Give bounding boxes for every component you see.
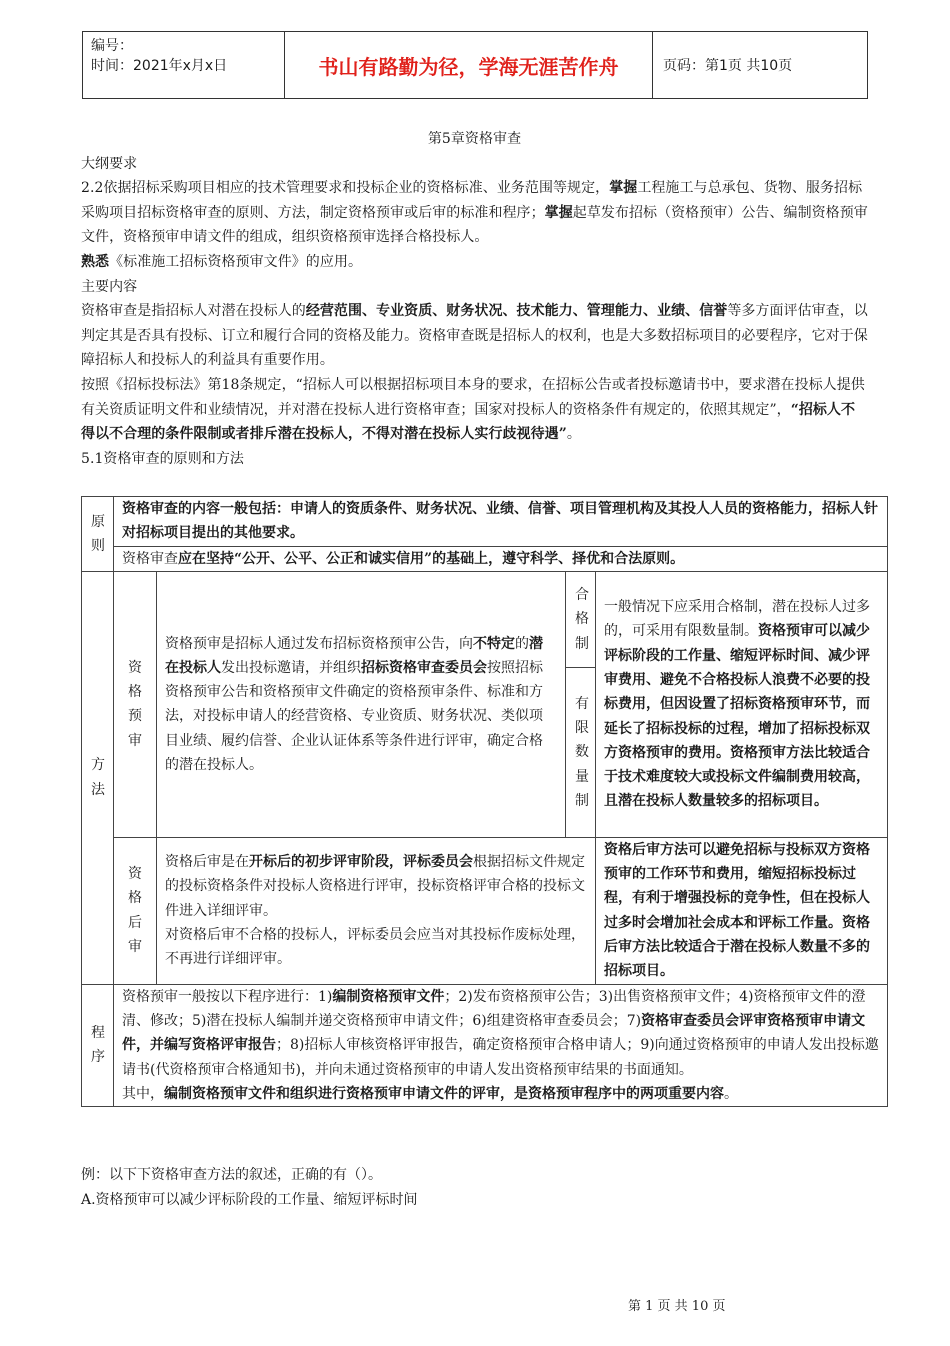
main-heading: 主要内容 <box>81 278 138 295</box>
main-paragraph-2: 按照《招标投标法》第18条规定，“招标人可以根据招标项目本身的要求，在招标公告或者投标邀请书中，要求潜在投标人提供有关资质证明文件和业绩情况，并对潜在投标人进行资格审查；国家对投标人的资格条件有规定的，依照其规定”，“招标人不得以不合理的条件限制或者排斥潜在投标人，不得对潜在投标人实行歧视待遇”。 <box>81 376 865 443</box>
table-row <box>82 837 888 984</box>
prequal-label: 资格预审 <box>114 571 157 837</box>
outline-heading: 大纲要求 <box>81 155 138 172</box>
principle-row-1: 资格审查的内容一般包括：申请人的资质条件、财务状况、业绩、信誉、项目管理机构及其投人人员的资格能力，招标人针对招标项目提出的其他要求。 <box>114 497 888 547</box>
prequal-notes: 一般情况下应采用合格制，潜在投标人过多的，可采用有限数量制。资格预审可以减少评标阶段的工作量、缩短评标时间、减少评审费用、避免不合格投标人浪费不必要的投标费用，但因设置了招标资格预审环节，而延长了招标投标的过程，增加了招标投标双方资格预审的费用。资格预审方法比较适合于技术难度较大或投标文件编制费用较高，且潜在投标人数量较多的招标项目。 <box>596 571 888 837</box>
postqual-notes: 资格后审方法可以避免招标与投标双方资格预审的工作环节和费用，缩短招标投标过程，有利于增强投标的竞争性，但在投标人过多时会增加社会成本和评标工作量。资格后审方法比较适合于潜在投标人数量不多的招标项目。 <box>596 837 888 984</box>
page-header <box>82 31 868 99</box>
header-motto: 书山有路勤为径，学海无涯苦作舟 <box>285 32 653 98</box>
method-label: 方法 <box>82 571 114 984</box>
code-label: 编号： <box>91 38 133 54</box>
chapter-title: 第5章资格审查 <box>427 131 522 147</box>
principle-label: 原则 <box>82 497 114 572</box>
example-section <box>81 1163 871 1212</box>
table-row <box>82 497 888 547</box>
main-paragraph-1: 资格审查是指招标人对潜在投标人的经营范围、专业资质、财务状况、技术能力、管理能力、业绩、信誉等多方面评估审查，以判定其是否具有投标、订立和履行合同的资格及能力。资格审查既是招标人的权利，也是大多数招标项目的必要程序，它对于保障招标人和投标人的利益具有重要作用。 <box>81 303 868 369</box>
outline-paragraph-2: 熟悉《标准施工招标资格预审文件》的应用。 <box>81 253 363 270</box>
page-footer: 第 1 页 共 10 页 <box>628 1299 726 1314</box>
prequal-description: 资格预审是招标人通过发布招标资格预审公告，向不特定的潜在投标人发出投标邀请，并组织招标资格审查委员会按照招标资格预审公告和资格预审文件确定的资格预审条件、标准和方法，对投标申请人的经营资格、专业资质、财务状况、类似项目业绩、履约信誉、企业认证体系等条件进行评审，确定合格的潜在投标人。 <box>157 571 566 837</box>
qualification-table <box>81 496 888 1107</box>
postqual-label: 资格后审 <box>114 837 157 984</box>
table-row <box>82 571 888 667</box>
outline-paragraph-1: 2.2依据招标采购项目相应的技术管理要求和投标企业的资格标准、业务范围等规定，掌握工程施工与总承包、货物、服务招标采购项目招标资格审查的原则、方法，制定资格预审或后审的标准和程序；掌握起草发布招标（资格预审）公告、编制资格预审文件，资格预审申请文件的组成，组织资格预审选择合格投标人。 <box>81 180 868 246</box>
table-row <box>82 546 888 571</box>
procedure-label: 程序 <box>82 984 114 1106</box>
limited-label: 有限数量制 <box>566 667 596 837</box>
example-option-a: A.资格预审可以减少评标阶段的工作量、缩短评标时间 <box>81 1191 418 1208</box>
postqual-description: 资格后审是在开标后的初步评审阶段，评标委员会根据招标文件规定的投标资格条件对投标人资格进行评审，投标资格评审合格的投标文件进入详细评审。 对资格后审不合格的投标人，评标委员会应当对其投标作废标处理，不再进行详细评审。 <box>157 837 596 984</box>
header-page-info: 页码：第1页 共10页 <box>663 58 793 74</box>
header-meta <box>83 32 285 98</box>
section-heading: 5.1资格审查的原则和方法 <box>81 450 244 467</box>
example-question: 例：以下下资格审查方法的叙述，正确的有（）。 <box>81 1167 382 1183</box>
time-label: 时间：2021年x月x日 <box>91 58 228 74</box>
principle-row-2: 资格审查应在坚持“公开、公平、公正和诚实信用”的基础上，遵守科学、择优和合法原则。 <box>114 546 888 571</box>
table-row <box>82 984 888 1106</box>
procedure-description: 资格预审一般按以下程序进行：1)编制资格预审文件；2)发布资格预审公告；3)出售资格预审文件；4)资格预审文件的澄清、修改；5)潜在投标人编制并递交资格预审申请文件；6)组建资格审查委员会；7)资格审查委员会评审资格预审申请文件，并编写资格评审报告；8)招标人审核资格评审报告，确定资格预审合格申请人；9)向通过资格预审的申请人发出投标邀请书(代资格预审合格通知书)，并向未通过资格预审的申请人发出资格预审结果的书面通知。 其中，编制资格预审文件和组织进行资格预审申请文件的评审，是资格预审程序中的两项重要内容。 <box>114 984 888 1106</box>
qualified-label: 合格制 <box>566 571 596 667</box>
document-body <box>81 127 868 471</box>
